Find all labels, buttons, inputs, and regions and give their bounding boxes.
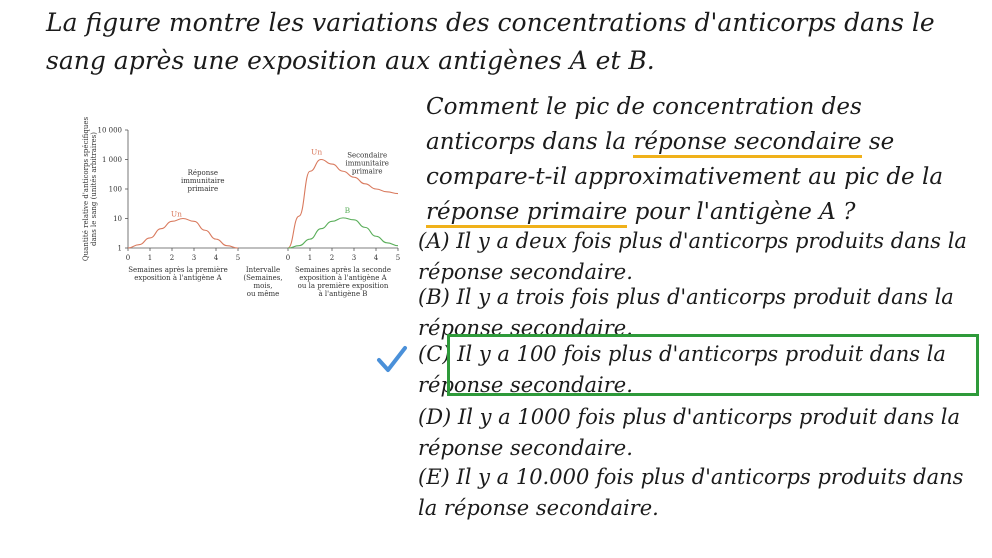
annotation-primary-line-0: Réponse bbox=[187, 169, 218, 177]
x-label-secondary-line-0: Semaines après la seconde bbox=[294, 266, 392, 274]
option-a-text: Il y a deux fois plus d'anticorps produits dans la réponse secondaire. bbox=[418, 229, 967, 284]
curve-label-a-secondary: Un bbox=[311, 147, 323, 157]
annotation-primary-line-1: immunitaire bbox=[181, 177, 225, 185]
y-tick-label: 10 bbox=[113, 215, 122, 223]
antibody-chart-svg bbox=[78, 116, 418, 326]
annotation-primary-line-2: primaire bbox=[187, 185, 219, 193]
option-b-letter: (B) bbox=[418, 285, 450, 309]
question-underline-secondary: réponse secondaire bbox=[633, 129, 861, 158]
option-c-letter: (C) bbox=[418, 342, 451, 366]
series-line-2 bbox=[288, 218, 398, 248]
y-tick-label: 1 000 bbox=[101, 156, 122, 164]
x-label-secondary-line-3: à l'antigène B bbox=[318, 290, 368, 298]
series-line-0 bbox=[128, 219, 238, 249]
checkmark-icon bbox=[376, 345, 408, 373]
option-d-letter: (D) bbox=[418, 405, 452, 429]
question-underline-primary: réponse primaire bbox=[426, 199, 627, 228]
question-part-1: Comment le pic de concentration des anticorps dans la bbox=[426, 94, 862, 155]
y-tick-label: 1 bbox=[117, 244, 122, 253]
x-tick-label: 1 bbox=[147, 254, 153, 262]
antibody-chart bbox=[78, 116, 418, 326]
option-b-text: Il y a trois fois plus d'anticorps produit dans la réponse secondaire. bbox=[418, 285, 954, 340]
x-tick-label: 1 bbox=[307, 254, 313, 262]
x-label-interval-line-2: mois, bbox=[253, 282, 273, 290]
x-tick-label: 3 bbox=[351, 254, 357, 262]
x-label-secondary-line-2: ou la première exposition bbox=[297, 282, 389, 290]
x-label-primary-line-1: exposition à l'antigène A bbox=[134, 274, 222, 282]
curve-label-b: B bbox=[344, 205, 351, 215]
option-a[interactable] bbox=[418, 226, 983, 288]
y-tick-label: 100 bbox=[108, 185, 122, 194]
option-c-text: Il y a 100 fois plus d'anticorps produit dans la réponse secondaire. bbox=[418, 342, 946, 397]
option-a-letter: (A) bbox=[418, 229, 450, 253]
x-tick-label: 0 bbox=[285, 254, 291, 262]
x-tick-label: 2 bbox=[169, 254, 175, 262]
x-tick-label: 5 bbox=[235, 254, 241, 262]
annotation-secondary-line-0: Secondaire bbox=[347, 151, 388, 160]
x-label-primary-line-0: Semaines après la première bbox=[128, 266, 228, 274]
x-tick-label: 2 bbox=[329, 254, 335, 262]
x-label-interval-line-3: ou même bbox=[246, 290, 280, 298]
intro-text: La figure montre les variations des concentrations d'anticorps dans le sang après une exposition aux antigènes A et B. bbox=[46, 8, 935, 75]
x-tick-label: 5 bbox=[395, 254, 401, 262]
y-axis-label: Quantité relative d'anticorps spécifiquesdans le sang (unités arbitraires) bbox=[82, 116, 98, 262]
option-e-text: Il y a 10.000 fois plus d'anticorps produits dans la réponse secondaire. bbox=[418, 465, 964, 520]
question-part-3: pour l'antigène A ? bbox=[627, 199, 856, 225]
annotation-secondary-line-2: primaire bbox=[351, 167, 383, 176]
option-d[interactable] bbox=[418, 402, 983, 464]
x-tick-label: 3 bbox=[191, 254, 197, 262]
x-tick-label: 0 bbox=[125, 254, 131, 262]
x-label-secondary-line-1: exposition à l'antigène A bbox=[299, 274, 387, 282]
option-e[interactable] bbox=[418, 462, 983, 524]
correct-answer-box bbox=[447, 334, 979, 396]
curve-label-a-primary: Un bbox=[170, 209, 182, 219]
question-text bbox=[426, 90, 971, 230]
x-label-interval-line-1: (Semaines, bbox=[243, 274, 283, 282]
option-e-letter: (E) bbox=[418, 465, 450, 489]
x-tick-label: 4 bbox=[373, 254, 379, 262]
option-d-text: Il y a 1000 fois plus d'anticorps produit dans la réponse secondaire. bbox=[418, 405, 961, 460]
question-part-2: se compare-t-il approximativement au pic de la bbox=[426, 129, 944, 190]
x-label-interval-line-0: Intervalle bbox=[245, 266, 281, 274]
x-tick-label: 4 bbox=[213, 254, 219, 262]
y-tick-label: 10 000 bbox=[97, 126, 122, 135]
annotation-secondary-line-1: immunitaire bbox=[345, 159, 389, 168]
